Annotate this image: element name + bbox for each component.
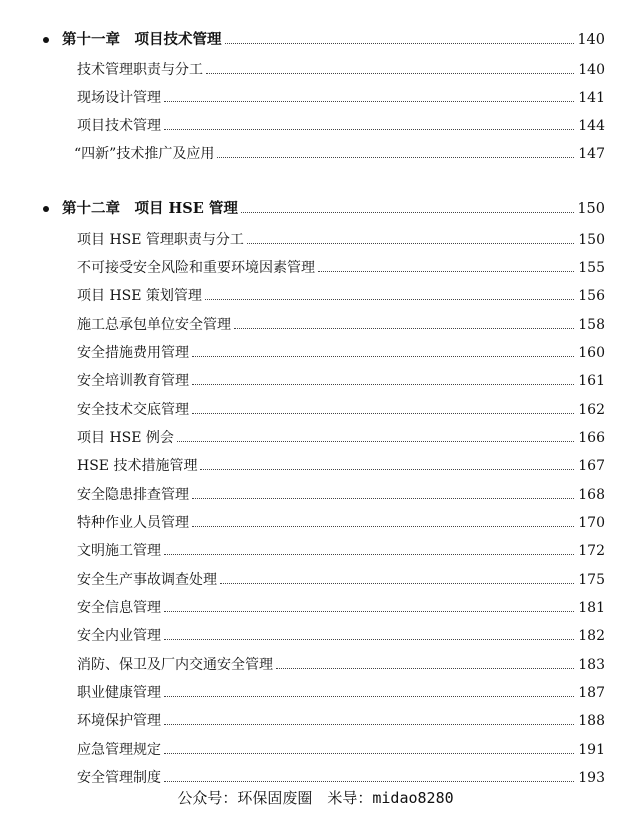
entry-title: 安全措施费用管理 [77, 345, 189, 361]
entry-title: 应急管理规定 [77, 742, 161, 758]
page-number: 182 [578, 628, 605, 644]
toc-entry[interactable] [0, 58, 631, 82]
watermark-footer: 公众号：环保固废圈 米导：midao8280 [177, 789, 454, 807]
entry-title: 安全信息管理 [77, 600, 161, 616]
page-number: 147 [578, 146, 605, 162]
page-number: 175 [578, 572, 605, 588]
entry-title: “四新”技术推广及应用 [74, 146, 215, 162]
leader-dots [164, 128, 574, 130]
leader-dots [192, 412, 574, 414]
entry-title: 项目 HSE 例会 [77, 430, 174, 446]
leader-dots [217, 156, 574, 158]
page-number: 193 [578, 770, 605, 786]
page-number: 156 [578, 288, 605, 304]
toc-entry[interactable] [0, 142, 631, 166]
page-number: 162 [578, 402, 605, 418]
leader-dots [192, 525, 574, 527]
entry-title: 安全内业管理 [77, 628, 161, 644]
entry-title: 安全培训教育管理 [77, 373, 189, 389]
leader-dots [220, 582, 574, 584]
toc-entry[interactable] [0, 539, 631, 563]
entry-title: 文明施工管理 [77, 543, 161, 559]
page-number: 150 [578, 232, 605, 248]
entry-title: 特种作业人员管理 [77, 515, 189, 531]
toc-entry[interactable] [0, 738, 631, 762]
page-number: 150 [577, 201, 605, 217]
entry-title: 安全隐患排查管理 [77, 487, 189, 503]
leader-dots [164, 695, 574, 697]
entry-title: HSE 技术措施管理 [77, 458, 198, 474]
leader-dots [276, 667, 574, 669]
bullet-icon [43, 37, 49, 43]
page-number: 188 [578, 713, 605, 729]
entry-title: 项目技术管理 [77, 118, 161, 134]
leader-dots [164, 780, 574, 782]
toc-entry[interactable] [0, 681, 631, 705]
toc-entry[interactable] [0, 228, 631, 252]
leader-dots [234, 327, 574, 329]
toc-entry[interactable] [0, 624, 631, 648]
leader-dots [200, 468, 574, 470]
leader-dots [164, 638, 574, 640]
toc-entry[interactable] [0, 483, 631, 507]
entry-title: 消防、保卫及厂内交通安全管理 [77, 657, 273, 673]
page-number: 181 [578, 600, 605, 616]
entry-title: 技术管理职责与分工 [77, 62, 203, 78]
toc-entry[interactable] [0, 114, 631, 138]
entry-title: 职业健康管理 [77, 685, 161, 701]
page-number: 160 [578, 345, 605, 361]
toc-entry[interactable] [0, 369, 631, 393]
toc-entry[interactable] [0, 568, 631, 592]
toc-entry[interactable] [0, 313, 631, 337]
chapter-title: 第十一章 项目技术管理 [62, 31, 222, 48]
page-number: 187 [578, 685, 605, 701]
entry-title: 环境保护管理 [77, 713, 161, 729]
leader-dots [177, 440, 574, 442]
leader-dots [164, 553, 574, 555]
leader-dots [164, 723, 574, 725]
entry-title: 安全技术交底管理 [77, 402, 189, 418]
leader-dots [225, 42, 575, 44]
page-number: 191 [578, 742, 605, 758]
page-number: 141 [578, 90, 605, 106]
entry-title: 安全管理制度 [77, 770, 161, 786]
leader-dots [247, 242, 574, 244]
toc-entry[interactable] [0, 709, 631, 733]
page-number: 170 [578, 515, 605, 531]
toc-entry[interactable] [0, 511, 631, 535]
toc-entry[interactable] [0, 596, 631, 620]
entry-title: 现场设计管理 [77, 90, 161, 106]
entry-title: 安全生产事故调查处理 [77, 572, 217, 588]
bullet-icon [43, 206, 49, 212]
entry-title: 项目 HSE 策划管理 [77, 288, 202, 304]
entry-title: 不可接受安全风险和重要环境因素管理 [77, 260, 315, 276]
toc-chapter-12[interactable] [0, 197, 631, 221]
page-number: 168 [578, 487, 605, 503]
page-number: 161 [578, 373, 605, 389]
leader-dots [241, 211, 574, 213]
page-number: 166 [578, 430, 605, 446]
toc-entry[interactable] [0, 426, 631, 450]
chapter-title: 第十二章 项目 HSE 管理 [62, 200, 238, 217]
entry-title: 项目 HSE 管理职责与分工 [77, 232, 244, 248]
page-number: 167 [578, 458, 605, 474]
entry-title: 施工总承包单位安全管理 [77, 317, 231, 333]
toc-chapter-11[interactable] [0, 28, 631, 52]
toc-entry[interactable] [0, 653, 631, 677]
page-number: 172 [578, 543, 605, 559]
page-number: 144 [578, 118, 605, 134]
toc-entry[interactable] [0, 284, 631, 308]
page-number: 155 [578, 260, 605, 276]
toc-entry[interactable] [0, 256, 631, 280]
page-number: 183 [578, 657, 605, 673]
toc-entry[interactable] [0, 454, 631, 478]
page-number: 140 [578, 62, 605, 78]
leader-dots [192, 497, 574, 499]
leader-dots [192, 383, 574, 385]
leader-dots [318, 270, 574, 272]
leader-dots [206, 72, 574, 74]
toc-entry[interactable] [0, 398, 631, 422]
leader-dots [164, 100, 574, 102]
leader-dots [205, 298, 574, 300]
leader-dots [192, 355, 574, 357]
toc-entry[interactable] [0, 341, 631, 365]
leader-dots [164, 752, 574, 754]
leader-dots [164, 610, 574, 612]
page-number: 140 [577, 32, 605, 48]
toc-entry[interactable] [0, 86, 631, 110]
page-number: 158 [578, 317, 605, 333]
